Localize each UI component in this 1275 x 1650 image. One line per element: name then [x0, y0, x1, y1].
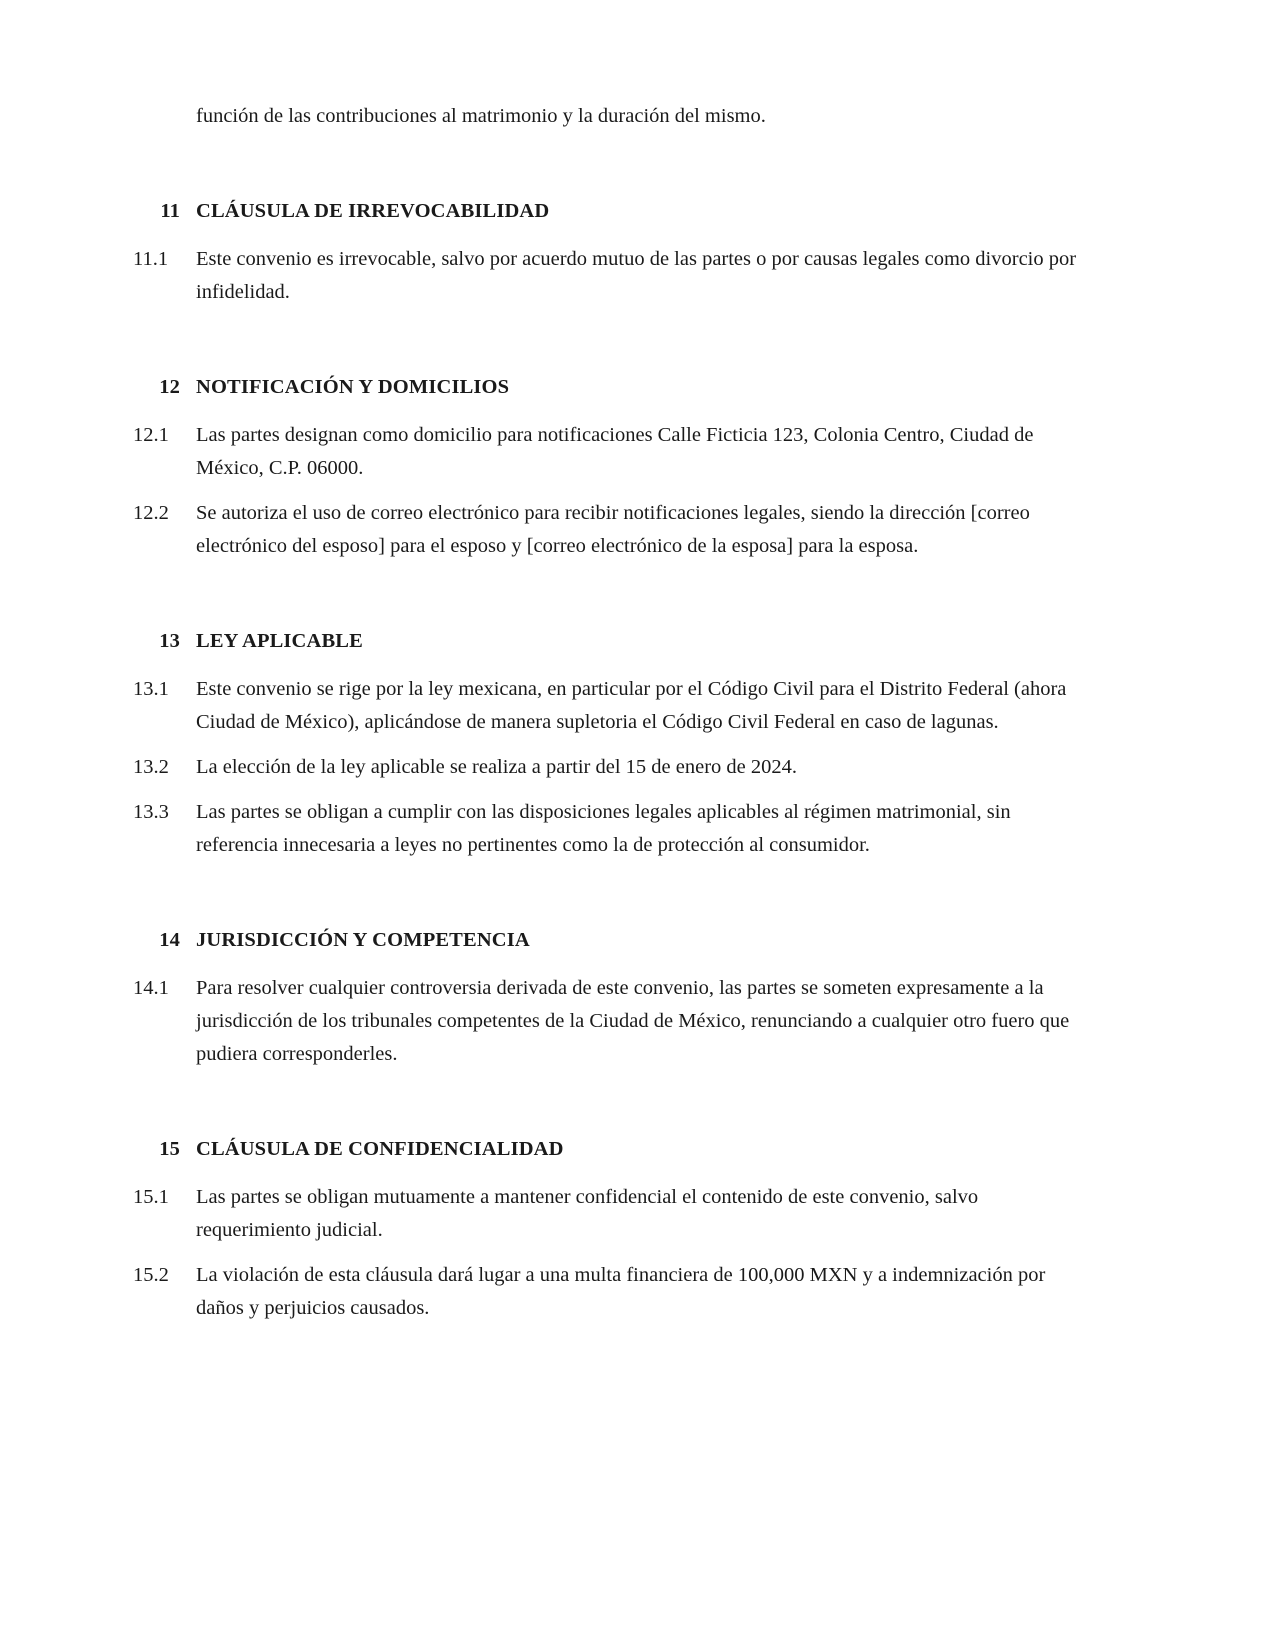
section-title: CLÁUSULA DE CONFIDENCIALIDAD: [196, 1138, 564, 1160]
clause-number: 12.1: [133, 424, 169, 446]
clause-spacer: [133, 1247, 1078, 1259]
clause-number: 13.3: [133, 801, 169, 823]
clause-spacer: [133, 739, 1078, 751]
section-title: NOTIFICACIÓN Y DOMICILIOS: [196, 376, 510, 398]
clause-number: 13.2: [133, 756, 169, 778]
section-heading-15: [133, 1133, 1078, 1166]
heading-spacer: [133, 1166, 1078, 1181]
clause-spacer: [133, 485, 1078, 497]
clause-12-2: [133, 497, 1078, 563]
clause-13-3: [133, 796, 1078, 862]
section-spacer: [133, 309, 1078, 371]
heading-spacer: [133, 658, 1078, 673]
clause-text: Este convenio se rige por la ley mexicana, en particular por el Código Civil para el Distrito Federal (ahora Ciudad de México), aplicándose de manera supletoria el Código Civil Federal en caso de lagunas.: [196, 678, 1067, 733]
clause-text: Las partes se obligan mutuamente a mantener confidencial el contenido de este convenio, salvo requerimiento judicial.: [196, 1186, 979, 1241]
clause-text: La violación de esta cláusula dará lugar a una multa financiera de 100,000 MXN y a indemnización por daños y perjuicios causados.: [196, 1264, 1046, 1319]
heading-spacer: [133, 957, 1078, 972]
section-spacer: [133, 862, 1078, 924]
clause-13-2: [133, 751, 1078, 784]
clause-number: 12.2: [133, 502, 169, 524]
heading-spacer: [133, 228, 1078, 243]
section-title: JURISDICCIÓN Y COMPETENCIA: [196, 929, 530, 951]
clause-13-1: [133, 673, 1078, 739]
section-number: 11: [160, 200, 180, 222]
clause-number: 13.1: [133, 678, 169, 700]
clause-text: Para resolver cualquier controversia derivada de este convenio, las partes se someten expresamente a la jurisdicción de los tribunales competentes de la Ciudad de México, renunciando a cualquier otro fuero que pudiera corresponderles.: [196, 977, 1070, 1065]
clause-14-1: [133, 972, 1078, 1071]
section-number: 15: [159, 1138, 180, 1160]
section-title: CLÁUSULA DE IRREVOCABILIDAD: [196, 200, 550, 222]
section-title: LEY APLICABLE: [196, 630, 363, 652]
clause-text: Las partes designan como domicilio para notificaciones Calle Ficticia 123, Colonia Centro, Ciudad de México, C.P. 06000.: [196, 424, 1034, 479]
clause-number: 14.1: [133, 977, 169, 999]
clause-spacer: [133, 784, 1078, 796]
continuation-paragraph: función de las contribuciones al matrimonio y la duración del mismo.: [196, 105, 766, 127]
clause-number: 15.2: [133, 1264, 169, 1286]
document-content: [133, 100, 1078, 1325]
section-number: 14: [159, 929, 180, 951]
clause-text: Se autoriza el uso de correo electrónico para recibir notificaciones legales, siendo la dirección [correo electrónico del esposo] para el esposo y [correo electrónico de la esposa] para la esposa.: [196, 502, 1030, 557]
section-number: 12: [159, 376, 180, 398]
clause-15-1: [133, 1181, 1078, 1247]
clause-text: Este convenio es irrevocable, salvo por acuerdo mutuo de las partes o por causas legales como divorcio por infidelidad.: [196, 248, 1077, 303]
clause-text: Las partes se obligan a cumplir con las disposiciones legales aplicables al régimen matrimonial, sin referencia innecesaria a leyes no pertinentes como la de protección al consumidor.: [196, 801, 1011, 856]
clause-12-1: [133, 419, 1078, 485]
section-number: 13: [159, 630, 180, 652]
clause-11-1: [133, 243, 1078, 309]
clause-15-2: [133, 1259, 1078, 1325]
section-spacer: [133, 563, 1078, 625]
section-heading-12: [133, 371, 1078, 404]
section-heading-11: [133, 195, 1078, 228]
heading-spacer: [133, 404, 1078, 419]
section-spacer: [133, 133, 1078, 195]
section-heading-13: [133, 625, 1078, 658]
clause-text: La elección de la ley aplicable se realiza a partir del 15 de enero de 2024.: [196, 756, 798, 778]
section-spacer: [133, 1071, 1078, 1133]
section-heading-14: [133, 924, 1078, 957]
clause-number: 15.1: [133, 1186, 169, 1208]
clause-number: 11.1: [133, 248, 169, 270]
